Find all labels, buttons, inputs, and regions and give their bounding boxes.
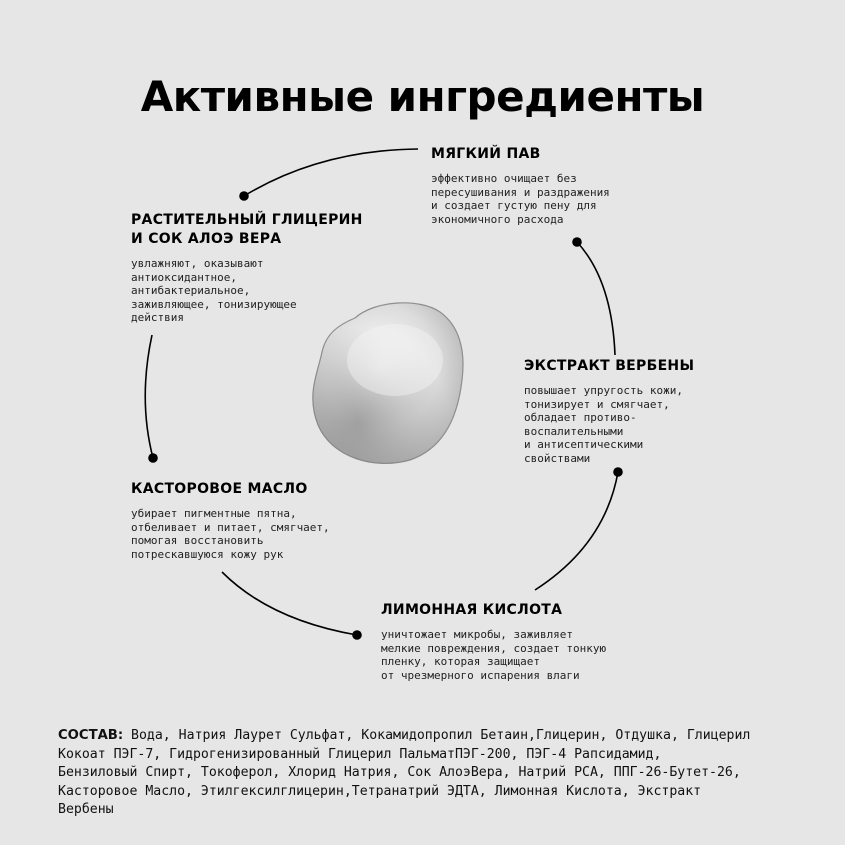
ingredient-castor-oil bbox=[131, 480, 391, 561]
ingredient-glycerin-aloe bbox=[131, 211, 391, 325]
arc-top bbox=[244, 149, 418, 196]
connector-dot bbox=[613, 467, 623, 477]
ingredient-name: МЯГКИЙ ПАВ bbox=[431, 146, 541, 162]
ingredient-name: ЛИМОННАЯ КИСЛОТА bbox=[381, 602, 563, 618]
connector-dot bbox=[352, 630, 362, 640]
ingredient-description: эффективно очищает без пересушивания и раздражения и создает густую пену для экономичного расхода bbox=[431, 172, 610, 226]
arc-right-bottom bbox=[535, 472, 618, 590]
connector-dot bbox=[148, 453, 158, 463]
ingredient-name: КАСТОРОВОЕ МАСЛО bbox=[131, 481, 308, 497]
page-title: Активные ингредиенты bbox=[140, 72, 705, 122]
arc-right-top bbox=[577, 242, 615, 355]
arc-bottom bbox=[222, 572, 357, 635]
connector-dot bbox=[572, 237, 582, 247]
connector-dot bbox=[239, 191, 249, 201]
ingredient-name: РАСТИТЕЛЬНЫЙ ГЛИЦЕРИН И СОК АЛОЭ ВЕРА bbox=[131, 212, 363, 247]
ingredient-description: убирает пигментные пятна, отбеливает и питает, смягчает, помогая восстановить потрескавшуюся кожу рук bbox=[131, 507, 330, 561]
ingredient-description: уничтожает микробы, заживляет мелкие повреждения, создает тонкую пленку, которая защищает от чрезмерного испарения влаги bbox=[381, 628, 607, 682]
composition-text bbox=[58, 727, 798, 820]
ingredient-citric-acid bbox=[381, 601, 681, 682]
gel-drop-image bbox=[313, 303, 463, 464]
composition-list: Вода, Натрия Лаурет Сульфат, Кокамидопропил Бетаин,Глицерин, Отдушка, Глицерил Кокоат ПЭГ-7, Гидрогенизированный Глицерил ПальматПЭГ-200, ПЭГ-4 Рапсидамид, Бензиловый Спирт, Токоферол, Хлорид Натрия, Сок АлоэВера, Натрий PCA, ППГ-26-Бутет-26, Касторовое Масло, Этилгексилглицерин,Тетранатрий ЭДТА, Лимонная Кислота, Экстракт Вербены bbox=[58, 728, 751, 817]
ingredient-name: ЭКСТРАКТ ВЕРБЕНЫ bbox=[524, 358, 695, 374]
ingredient-description: повышает упругость кожи, тонизирует и смягчает, обладает противо- воспалительными и антисептическими свойствами bbox=[524, 384, 683, 465]
ingredient-verbena-extract bbox=[524, 357, 764, 465]
arc-left bbox=[145, 335, 153, 458]
ingredient-mild-surfactant bbox=[431, 145, 691, 226]
ingredient-description: увлажняют, оказывают антиоксидантное, антибактериальное, заживляющее, тонизирующее действия bbox=[131, 257, 297, 324]
composition-label: СОСТАВ: bbox=[58, 728, 124, 743]
